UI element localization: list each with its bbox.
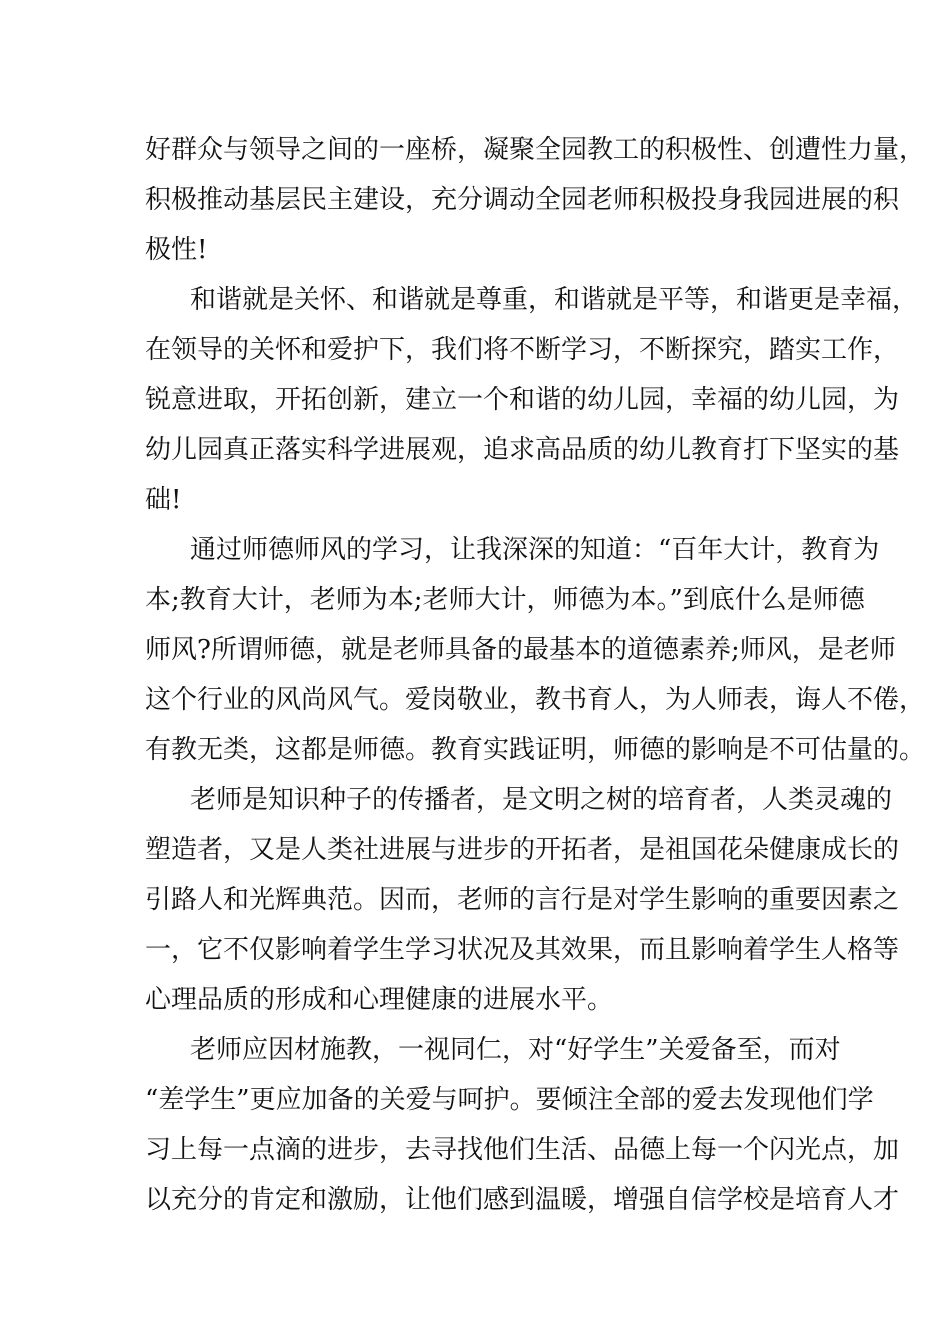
text-line: “差学生”更应加备的关爱与呵护。要倾注全部的爱去发现他们学 — [145, 1085, 874, 1115]
text-line: 通过师德师风的学习，让我深深的知道：“百年大计，教育为 — [190, 535, 880, 565]
text-line: 础! — [145, 485, 182, 515]
text-line: 以充分的肯定和激励，让他们感到温暖，增强自信学校是培育人才 — [145, 1185, 900, 1215]
text-line: 积极推动基层民主建设，充分调动全园老师积极投身我园进展的积 — [145, 185, 900, 215]
text-line: 幼儿园真正落实科学进展观，追求高品质的幼儿教育打下坚实的基 — [145, 435, 900, 465]
text-line: 极性! — [145, 235, 208, 265]
text-line: 引路人和光辉典范。因而，老师的言行是对学生影响的重要因素之 — [145, 885, 900, 915]
text-line: 这个行业的风尚风气。爱岗敬业，教书育人，为人师表，诲人不倦， — [145, 685, 926, 715]
text-line: 好群众与领导之间的一座桥，凝聚全园教工的积极性、创遭性力量， — [145, 135, 926, 165]
text-line: 塑造者，又是人类社进展与进步的开拓者，是祖国花朵健康成长的 — [145, 835, 900, 865]
text-line: 本;教育大计，老师为本;老师大计，师德为本。”到底什么是师德 — [145, 585, 865, 615]
text-line: 一，它不仅影响着学生学习状况及其效果，而且影响着学生人格等 — [145, 935, 900, 965]
text-line: 锐意进取，开拓创新，建立一个和谐的幼儿园，幸福的幼儿园，为 — [145, 385, 900, 415]
text-line: 习上每一点滴的进步，去寻找他们生活、品德上每一个闪光点，加 — [145, 1135, 900, 1165]
text-line: 师风?所谓师德，就是老师具备的最基本的道德素养;师风，是老师 — [145, 635, 896, 665]
text-line: 老师应因材施教，一视同仁，对“好学生”关爱备至，而对 — [190, 1035, 841, 1065]
text-line: 和谐就是关怀、和谐就是尊重，和谐就是平等，和谐更是幸福， — [190, 285, 919, 315]
text-line: 在领导的关怀和爱护下，我们将不断学习，不断探究，踏实工作， — [145, 335, 900, 365]
text-line: 心理品质的形成和心理健康的进展水平。 — [145, 985, 614, 1015]
text-line: 老师是知识种子的传播者，是文明之树的培育者，人类灵魂的 — [190, 785, 893, 815]
text-line: 有教无类，这都是师德。教育实践证明，师德的影响是不可估量的。 — [145, 735, 926, 765]
